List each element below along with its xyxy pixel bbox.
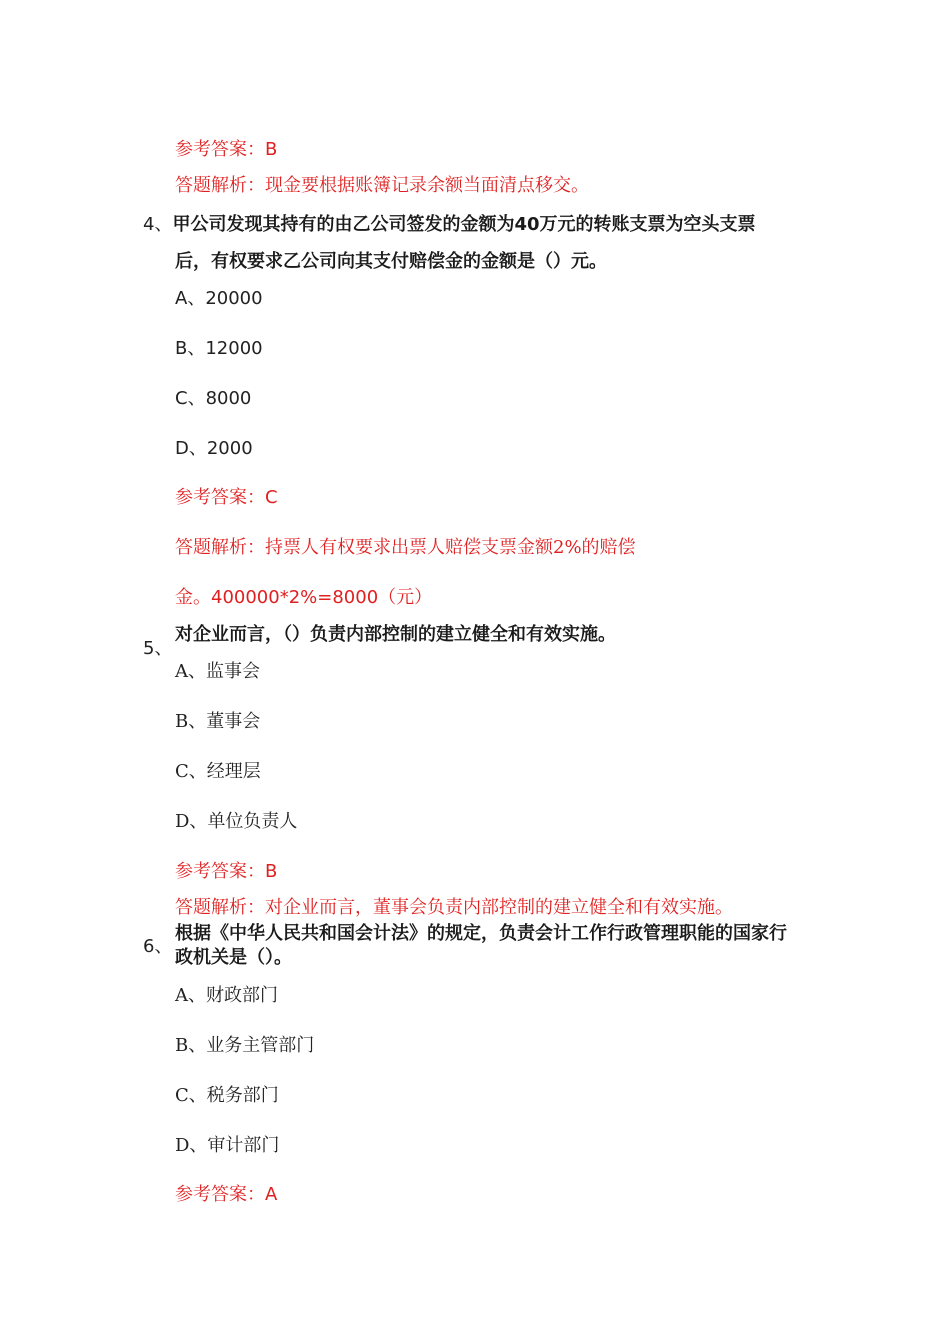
q6-text-line2: 政机关是（）。 bbox=[175, 947, 292, 968]
q5-answer bbox=[175, 860, 277, 884]
analysis-text: 现金要根据账簿记录余额当面清点移交。 bbox=[265, 175, 589, 196]
analysis-text: 持票人有权要求出票人赔偿支票金额2%的赔偿 bbox=[265, 537, 636, 558]
analysis-label: 答题解析： bbox=[175, 175, 265, 196]
answer-label: 参考答案： bbox=[175, 139, 265, 160]
answer-label: 参考答案： bbox=[175, 861, 265, 882]
q5-option-d: D、单位负责人 bbox=[175, 811, 298, 832]
answer-value: A bbox=[265, 1184, 278, 1205]
q4-text-line2: 后，有权要求乙公司向其支付赔偿金的金额是（）元。 bbox=[175, 251, 607, 272]
q5-analysis bbox=[175, 896, 733, 920]
q6-option-d: D、审计部门 bbox=[175, 1135, 280, 1156]
q4-analysis-line2: 金。400000*2%=8000（元） bbox=[175, 587, 433, 608]
q5-number: 5、 bbox=[143, 638, 173, 659]
q6-option-a: A、财政部门 bbox=[175, 985, 278, 1006]
q4-option-c: C、8000 bbox=[175, 388, 252, 409]
q4-text-line1: 甲公司发现其持有的由乙公司签发的金额为40万元的转账支票为空头支票 bbox=[172, 214, 756, 235]
prev-answer bbox=[175, 138, 277, 162]
q4-number: 4、 bbox=[143, 214, 173, 235]
q5-option-b: B、董事会 bbox=[175, 711, 261, 732]
answer-label: 参考答案： bbox=[175, 487, 265, 508]
answer-value: C bbox=[265, 487, 278, 508]
analysis-text: 对企业而言，董事会负责内部控制的建立健全和有效实施。 bbox=[265, 897, 733, 918]
q4-stem-line1 bbox=[143, 213, 756, 237]
q6-number: 6、 bbox=[143, 936, 173, 957]
analysis-label: 答题解析： bbox=[175, 897, 265, 918]
q4-analysis-line1 bbox=[175, 536, 636, 560]
prev-analysis bbox=[175, 174, 589, 198]
q4-option-b: B、12000 bbox=[175, 338, 263, 359]
answer-value: B bbox=[265, 861, 278, 882]
q4-answer bbox=[175, 486, 278, 510]
q5-option-c: C、经理层 bbox=[175, 761, 261, 782]
q6-option-c: C、税务部门 bbox=[175, 1085, 279, 1106]
q4-option-a: A、20000 bbox=[175, 288, 263, 309]
q6-answer bbox=[175, 1183, 277, 1207]
q4-option-d: D、2000 bbox=[175, 438, 253, 459]
q6-option-b: B、业务主管部门 bbox=[175, 1035, 315, 1056]
q5-option-a: A、监事会 bbox=[175, 661, 260, 682]
q5-text: 对企业而言，（）负责内部控制的建立健全和有效实施。 bbox=[175, 624, 616, 645]
analysis-label: 答题解析： bbox=[175, 537, 265, 558]
q6-text-line1: 根据《中华人民共和国会计法》的规定，负责会计工作行政管理职能的国家行 bbox=[175, 923, 787, 944]
answer-value: B bbox=[265, 139, 278, 160]
answer-label: 参考答案： bbox=[175, 1184, 265, 1205]
